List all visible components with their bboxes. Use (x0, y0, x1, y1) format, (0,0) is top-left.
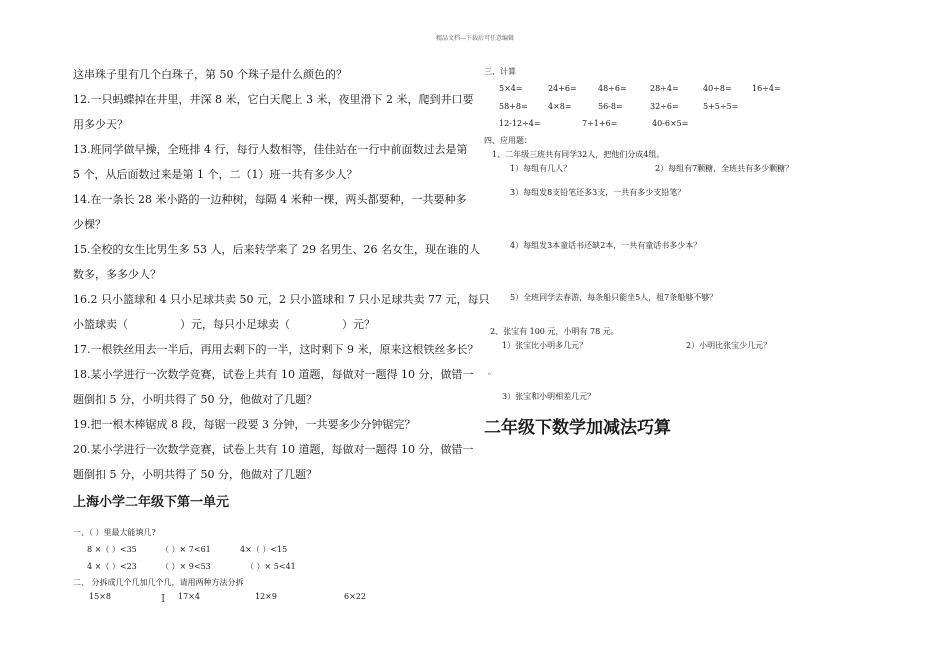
calc-item: 7÷1+6= (582, 119, 618, 128)
part2-item: 12×9 (255, 592, 277, 601)
q16-part-b: ）元，每只小足球卖（ (180, 318, 290, 331)
part1-item: 8 ×（ ）<35 (87, 545, 137, 554)
calc-item: 24+6= (548, 84, 577, 93)
app-subquestion: 2）小明比张宝少几元？ (686, 341, 772, 350)
calc-item: 4×8= (548, 102, 572, 111)
calc-item: 40-6×5= (652, 119, 689, 128)
part1-item: （ ）× 9<53 (161, 562, 211, 571)
question-line: 12.一只蚂蝶掉在井里，井深 8 米，它白天爬上 3 米，夜里滑下 2 米，爬到井口要 (73, 93, 474, 106)
question-line: 20.某小学进行一次数学竞赛，试卷上共有 10 道题，每做对一题得 10 分，做错一 (73, 443, 474, 456)
part1-item: 4 ×（ ）<23 (87, 562, 137, 571)
q16-part-a: 小篮球卖（ (73, 318, 128, 331)
question-line-q16-answer (73, 312, 489, 337)
app-question: 2、张宝有 100 元，小明有 78 元。 (490, 327, 619, 336)
calc-item: 5×4= (499, 84, 523, 93)
question-line: 这串珠子里有几个白珠子，第 50 个珠子是什么颜色的？ (73, 68, 347, 81)
question-line: 题倒扣 5 分，小明共得了 50 分，他做对了几题？ (73, 393, 317, 406)
text-cursor-icon: I (161, 592, 166, 605)
part2-item: 6×22 (344, 592, 366, 601)
question-line: 14.在一条长 28 米小路的一边种树，每隔 4 米种一棵，两头都要种，一共要种多 (73, 193, 467, 206)
calc-item: 28÷4= (650, 84, 679, 93)
app-subquestion: 5）全班同学去春游，每条船只能坐5人，租7条船够不够？ (510, 293, 718, 302)
q16-part-c: ）元？ (342, 318, 375, 331)
app-subquestion: 1）张宝比小明多几元？ (502, 341, 588, 350)
calc-item: 12-12÷4= (499, 119, 541, 128)
question-line: 少棵？ (73, 218, 106, 231)
part1-item: （ ）× 5<41 (246, 562, 296, 571)
question-line: 18.某小学进行一次数学竞赛，试卷上共有 10 道题，每做对一题得 10 分，做错一 (73, 368, 474, 381)
question-line: 数多，多多少人？ (73, 268, 161, 281)
part2-item: 15×8 (89, 592, 111, 601)
part1-item: 4×（ ）<15 (240, 545, 288, 554)
calc-item: 48÷6= (598, 84, 627, 93)
question-line: 16.2 只小篮球和 4 只小足球共卖 50 元，2 只小篮球和 7 只小足球共卖 77 元，每只 (73, 293, 490, 306)
question-line: 用多少天？ (73, 118, 128, 131)
unit-title: 上海小学二年级下第一单元 (73, 495, 230, 510)
part2-title: 二、 分拆成几个几加几个几，请用两种方法分拆 (73, 578, 244, 587)
calc-item: 40÷8= (703, 84, 732, 93)
part1-item: （ ）× 7<61 (161, 545, 211, 554)
calc-item: 58+8= (499, 102, 528, 111)
app-subquestion: 3）每组发8支铅笔还多3支，一共有多少支铅笔？ (510, 188, 686, 197)
app-subquestion: 1）每组有几人？ (510, 164, 572, 173)
app-question: 1、二年级三班共有同学32人，把他们分成4组。 (492, 150, 665, 159)
question-line: 15.全校的女生比男生多 53 人，后来转学来了 29 名男生、26 名女生，现在谁的人 (73, 243, 480, 256)
section-heading: 二年级下数学加减法巧算 (484, 418, 671, 438)
app-subquestion: 4）每组发3本童话书还缺2本，一共有童话书多少本？ (510, 241, 702, 250)
calc-item: 5+5÷5= (703, 102, 739, 111)
app-subquestion: 2）每组有7颗糖，全班共有多少颗糖？ (655, 164, 794, 173)
app-title: 四、应用题： (484, 136, 532, 145)
dot-mark: 。 (488, 367, 496, 376)
part2-item: 17×4 (178, 592, 200, 601)
left-question-block (73, 62, 489, 487)
question-line: 题倒扣 5 分，小明共得了 50 分，他做对了几题？ (73, 468, 317, 481)
calc-title: 三、计算 (484, 67, 516, 76)
calc-item: 32÷6= (650, 102, 679, 111)
question-line: 5 个，从后面数过来是第 1 个，二（1）班一共有多少人？ (73, 168, 358, 181)
question-line: 13.班同学做早操，全班排 4 行，每行人数相等，佳佳站在一行中前面数过去是第 (73, 143, 468, 156)
calc-item: 56-8= (598, 102, 623, 111)
question-line: 19.把一根木棒锯成 8 段，每锯一段要 3 分钟，一共要多少分钟锯完？ (73, 418, 416, 431)
part1-title: 一、（ ）里最大能填几? (73, 528, 156, 537)
header-note: 精品文档---下载后可任意编辑 (435, 35, 515, 42)
question-line: 17.一根铁丝用去一半后，再用去剩下的一半，这时剩下 9 米，原来这根铁丝多长？ (73, 343, 479, 356)
calc-item: 16÷4= (752, 84, 781, 93)
app-subquestion: 3）张宝和小明相差几元？ (502, 392, 596, 401)
